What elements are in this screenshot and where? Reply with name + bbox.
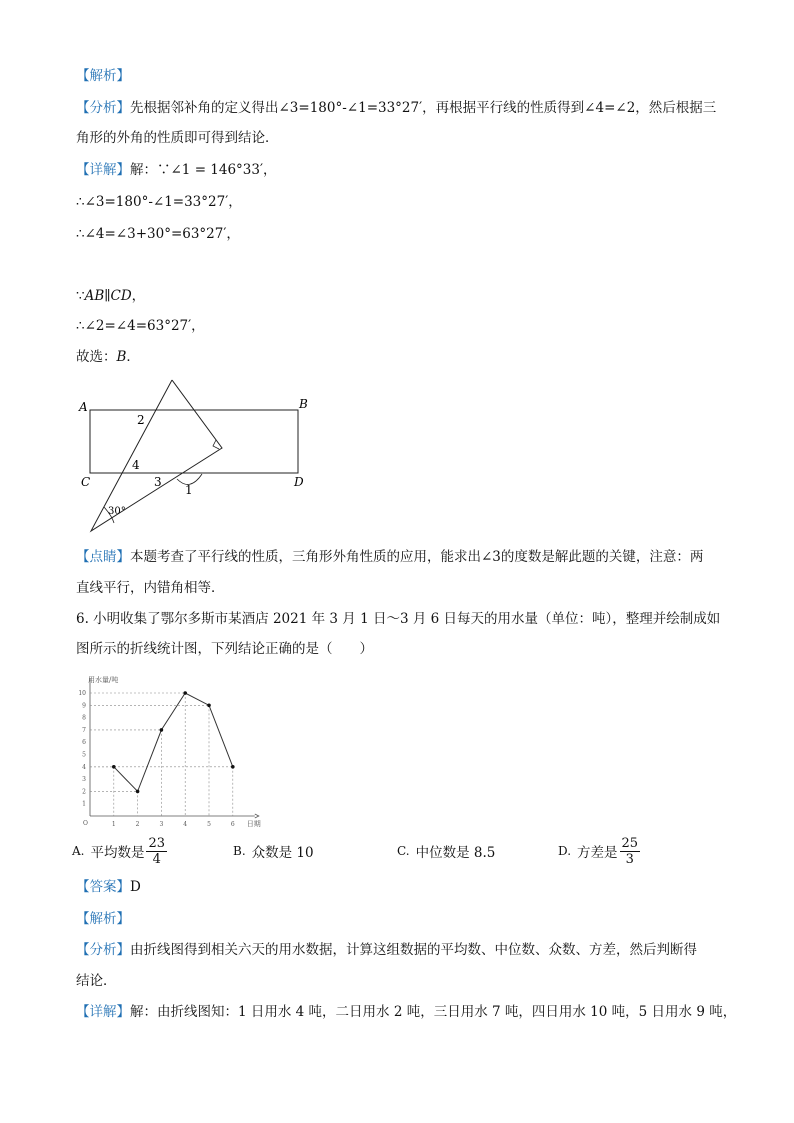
question-6-stem: 6. 小明收集了鄂尔多斯市某酒店 2021 年 3 月 1 日～3 月 6 日每天的用水量（单位：吨），整理并绘制成如 — [76, 611, 721, 627]
data-point — [183, 691, 187, 695]
solution-step-4 — [76, 286, 145, 306]
label-angle-4: 4 — [132, 458, 140, 472]
label-angle-2: 2 — [137, 413, 145, 427]
option-a-denominator: 4 — [152, 851, 161, 867]
answer-value: D — [130, 879, 141, 895]
option-c-text: 中位数是 8.5 — [415, 845, 496, 861]
y-tick-label: 5 — [82, 751, 86, 759]
x-tick-label: 2 — [135, 821, 140, 828]
parallel-symbol: ∥ — [104, 288, 111, 304]
option-b-text: 众数是 10 — [251, 845, 314, 861]
y-tick-label: 3 — [82, 776, 86, 784]
x-tick-label: 4 — [183, 821, 188, 828]
analysis2-header: 【解析】 — [76, 911, 130, 927]
data-point — [207, 704, 211, 708]
analysis-fenxi-line — [76, 98, 716, 118]
solution-choice — [76, 347, 140, 367]
label-angle-1: 1 — [185, 483, 193, 497]
option-c — [397, 833, 495, 869]
choice-suffix: ． — [126, 349, 140, 365]
x-tick-label: 5 — [207, 821, 211, 828]
y-tick-label: 1 — [82, 800, 86, 808]
fenxi-text: 先根据邻补角的定义得出∠3=180°-∠1=33°27′，再根据平行线的性质得到∠4=∠2，然后根据三 — [130, 100, 717, 116]
label-angle-30: 30° — [108, 506, 126, 517]
dianjing-text: 本题考查了平行线的性质，三角形外角性质的应用，能求出∠3的度数是解此题的关键，注意：两 — [130, 549, 704, 565]
option-a-fraction — [146, 836, 167, 867]
dianjing-line2: 直线平行，内错角相等． — [76, 580, 225, 596]
x-axis-arrow — [255, 814, 259, 818]
choice-prefix: 故选： — [76, 349, 117, 365]
line-cd: CD — [110, 288, 132, 304]
option-d-label: D. — [558, 844, 572, 858]
series-line — [114, 693, 233, 791]
x-axis-label: 日期 — [246, 820, 261, 828]
question-6-stem-line2: 图所示的折线统计图，下列结论正确的是（ ） — [76, 641, 373, 657]
analysis2-fenxi-line2: 结论． — [76, 973, 117, 989]
option-b-label: B. — [233, 844, 246, 858]
xiangjie-tag: 【详解】 — [76, 162, 130, 178]
option-d — [558, 833, 642, 869]
answer-line — [76, 877, 141, 897]
line-ab: AB — [84, 288, 105, 304]
analysis2-xiangjie-tag: 【详解】 — [76, 1004, 130, 1020]
option-a-label: A. — [72, 844, 85, 858]
y-tick-label: 6 — [82, 739, 86, 747]
label-a: A — [79, 400, 88, 414]
data-point — [231, 765, 235, 769]
y-tick-label: 2 — [82, 788, 86, 796]
label-c: C — [81, 475, 91, 489]
label-d: D — [294, 475, 304, 489]
y-tick-label: 10 — [78, 690, 86, 697]
analysis2-xiangjie-text: 解：由折线图知：1 日用水 4 吨，二日用水 2 吨，三日用水 7 吨，四日用水 10 吨，5 日用水 9 吨， — [130, 1004, 737, 1020]
data-point — [136, 790, 140, 794]
dianjing-tag: 【点睛】 — [76, 549, 130, 565]
data-point — [160, 728, 164, 732]
xiangjie-text: 解：∵∠1 = 146°33′， — [130, 162, 277, 178]
dianjing-line — [76, 547, 703, 567]
choice-letter: B — [116, 349, 127, 365]
analysis2-fenxi-tag: 【分析】 — [76, 942, 130, 958]
analysis-xiangjie-line — [76, 160, 277, 180]
solution-step-2: ∴∠3=180°-∠1=33°27′， — [76, 194, 242, 210]
label-angle-3: 3 — [154, 475, 162, 489]
y-tick-label: 4 — [82, 763, 86, 771]
because-symbol: ∵ — [76, 288, 85, 304]
solution-step-5: ∴∠2=∠4=63°27′， — [76, 318, 205, 334]
water-usage-line-chart — [76, 670, 276, 830]
x-tick-label: 1 — [111, 821, 116, 828]
option-d-numerator: 25 — [621, 835, 639, 851]
right-angle-mark — [213, 440, 219, 449]
origin-label: O — [83, 820, 88, 827]
analysis-header: 【解析】 — [76, 68, 130, 84]
step4-comma: ， — [131, 288, 146, 304]
option-b — [233, 833, 314, 869]
option-c-label: C. — [397, 844, 410, 858]
solution-step-3: ∴∠4=∠3+30°=63°27′， — [76, 226, 240, 242]
analysis2-fenxi-line — [76, 940, 697, 960]
analysis-fenxi-line2: 角形的外角的性质即可得到结论． — [76, 130, 279, 146]
option-a-numerator: 23 — [148, 835, 166, 851]
option-d-fraction — [620, 836, 641, 867]
x-tick-label: 3 — [159, 821, 164, 828]
label-b: B — [299, 397, 308, 411]
geometry-figure — [74, 376, 324, 538]
y-tick-label: 7 — [82, 726, 86, 734]
answer-tag: 【答案】 — [76, 879, 130, 895]
option-d-denominator: 3 — [625, 851, 634, 867]
y-tick-label: 8 — [82, 714, 86, 722]
option-d-text: 方差是 — [577, 845, 618, 861]
x-tick-label: 6 — [230, 821, 235, 828]
y-axis-label: 用水量/吨 — [88, 676, 119, 684]
analysis2-xiangjie-line — [76, 1002, 736, 1022]
option-a-text: 平均数是 — [90, 845, 145, 861]
data-point — [112, 765, 116, 769]
y-tick-label: 9 — [82, 702, 86, 710]
option-a — [72, 833, 169, 869]
fenxi-tag: 【分析】 — [76, 100, 130, 116]
analysis2-fenxi-text: 由折线图得到相关六天的用水数据，计算这组数据的平均数、中位数、众数、方差，然后判断得 — [130, 942, 697, 958]
rectangle-abdc — [90, 410, 298, 473]
